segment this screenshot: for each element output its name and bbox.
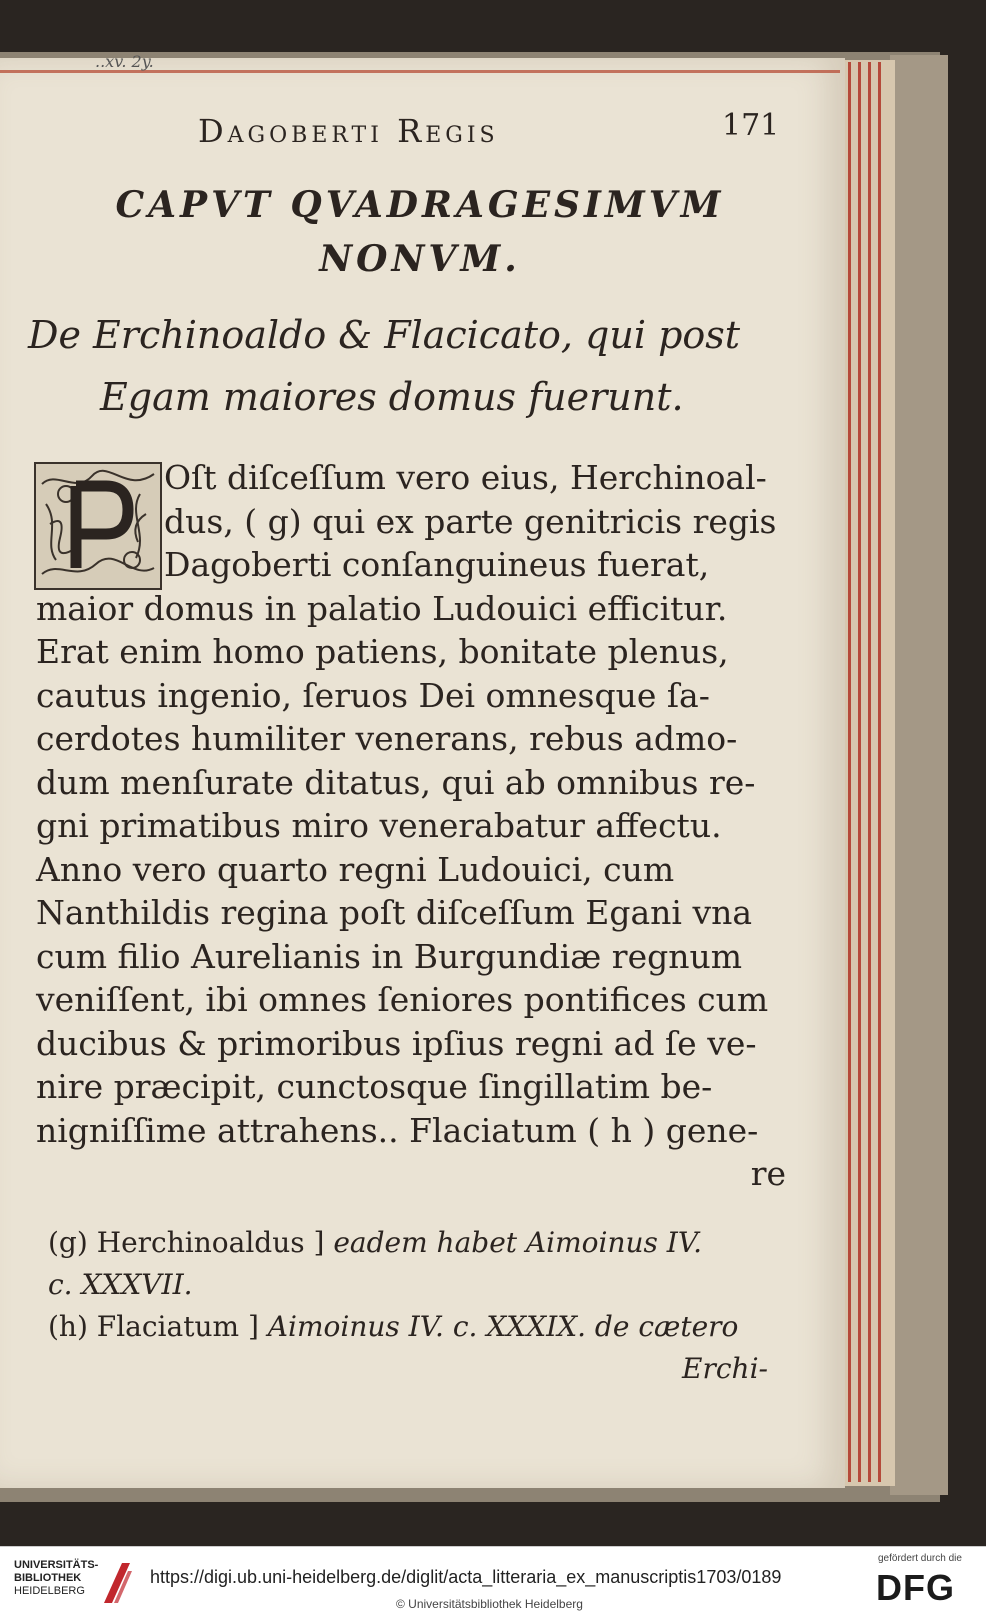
book-board xyxy=(890,55,948,1495)
footnote-text: Aimoinus IV. c. XXXIX. de cætero xyxy=(267,1310,739,1343)
text-line: veniſſent, ibi omnes ſeniores pontifices cum xyxy=(36,980,769,1019)
body-text xyxy=(36,456,796,1196)
footnote-text: eadem habet Aimoinus IV. xyxy=(333,1226,703,1259)
footnote-mark: (g) xyxy=(48,1226,88,1259)
funding-label: gefördert durch die xyxy=(878,1553,962,1564)
red-edge-line xyxy=(858,62,861,1482)
text-line: cum filio Aurelianis in Burgundiæ regnum xyxy=(36,936,743,976)
text-line: cerdotes humiliter venerans, rebus admo- xyxy=(36,719,738,758)
chapter-subtitle xyxy=(28,304,788,428)
footnote-catchword: Erchi- xyxy=(682,1352,768,1385)
text-line: Anno vero quarto regni Ludouici, cum xyxy=(36,849,675,889)
text-line: ducibus & primoribus ipſius regni ad ſe ve- xyxy=(36,1023,757,1063)
text-line: dus, ( g) qui ex parte genitricis regis xyxy=(164,501,777,541)
red-edge-line xyxy=(878,62,881,1482)
red-edge-line xyxy=(848,62,851,1482)
footnote-lemma: Herchinoaldus ] xyxy=(96,1226,325,1259)
chapter-subtitle-line: Egam maiores domus fuerunt. xyxy=(100,375,684,419)
text-line: gni primatibus miro venerabatur affectu. xyxy=(36,806,722,845)
chapter-title-line: CAPVT QVADRAGESIMVM xyxy=(115,184,725,226)
text-line: nire præcipit, cunctosque ſingillatim be- xyxy=(36,1067,713,1106)
text-line: nigniſſime attrahens.. Flaciatum ( h ) gene- xyxy=(36,1110,759,1150)
library-name-line: HEIDELBERG xyxy=(14,1585,85,1597)
chapter-title xyxy=(40,178,800,286)
catchword: re xyxy=(750,1154,786,1193)
permalink-url[interactable]: https://digi.ub.uni-heidelberg.de/diglit/acta_litteraria_ex_manuscriptis1703/0189 xyxy=(150,1567,782,1587)
page-number: 171 xyxy=(722,108,780,143)
text-line: Oſt diſceſſum vero eius, Herchinoal- xyxy=(164,458,767,497)
footnote-mark: (h) xyxy=(48,1310,88,1343)
library-name-line: BIBLIOTHEK xyxy=(14,1572,82,1584)
chapter-subtitle-line: De Erchinoaldo & Flacicato, qui post xyxy=(28,313,741,357)
text-line: dum menſurate ditatus, qui ab omnibus re- xyxy=(36,762,756,802)
footnote-h xyxy=(48,1306,808,1348)
viewer-footer xyxy=(0,1546,986,1620)
text-line: Nanthildis regina poſt diſceſſum Egani vna xyxy=(36,893,753,932)
chapter-title-line: NONVM. xyxy=(319,238,521,280)
text-line: maior domus in palatio Ludouici efficitur. xyxy=(36,588,728,628)
running-head: Dagoberti Regis xyxy=(198,112,499,150)
text-line: Dagoberti conſanguineus fuerat, xyxy=(164,545,710,584)
text-line: cautus ingenio, ſeruos Dei omnesque ſa- xyxy=(36,675,710,715)
copyright-notice: © Universitätsbibliothek Heidelberg xyxy=(396,1597,583,1611)
footnotes xyxy=(48,1222,808,1390)
library-name-line: UNIVERSITÄTS- xyxy=(14,1559,99,1571)
text-line: Erat enim homo patiens, bonitate plenus, xyxy=(36,632,729,671)
red-edge-line xyxy=(868,62,871,1482)
footnote-g xyxy=(48,1222,808,1264)
library-mark-icon xyxy=(100,1557,134,1607)
shelfmark: ..xv. 2y. xyxy=(95,52,154,71)
footnote-continuation: c. XXXVII. xyxy=(48,1268,193,1301)
dfg-logo[interactable]: DFG xyxy=(876,1567,955,1608)
library-logo[interactable] xyxy=(14,1559,98,1598)
footnote-lemma: Flaciatum ] xyxy=(96,1310,259,1343)
